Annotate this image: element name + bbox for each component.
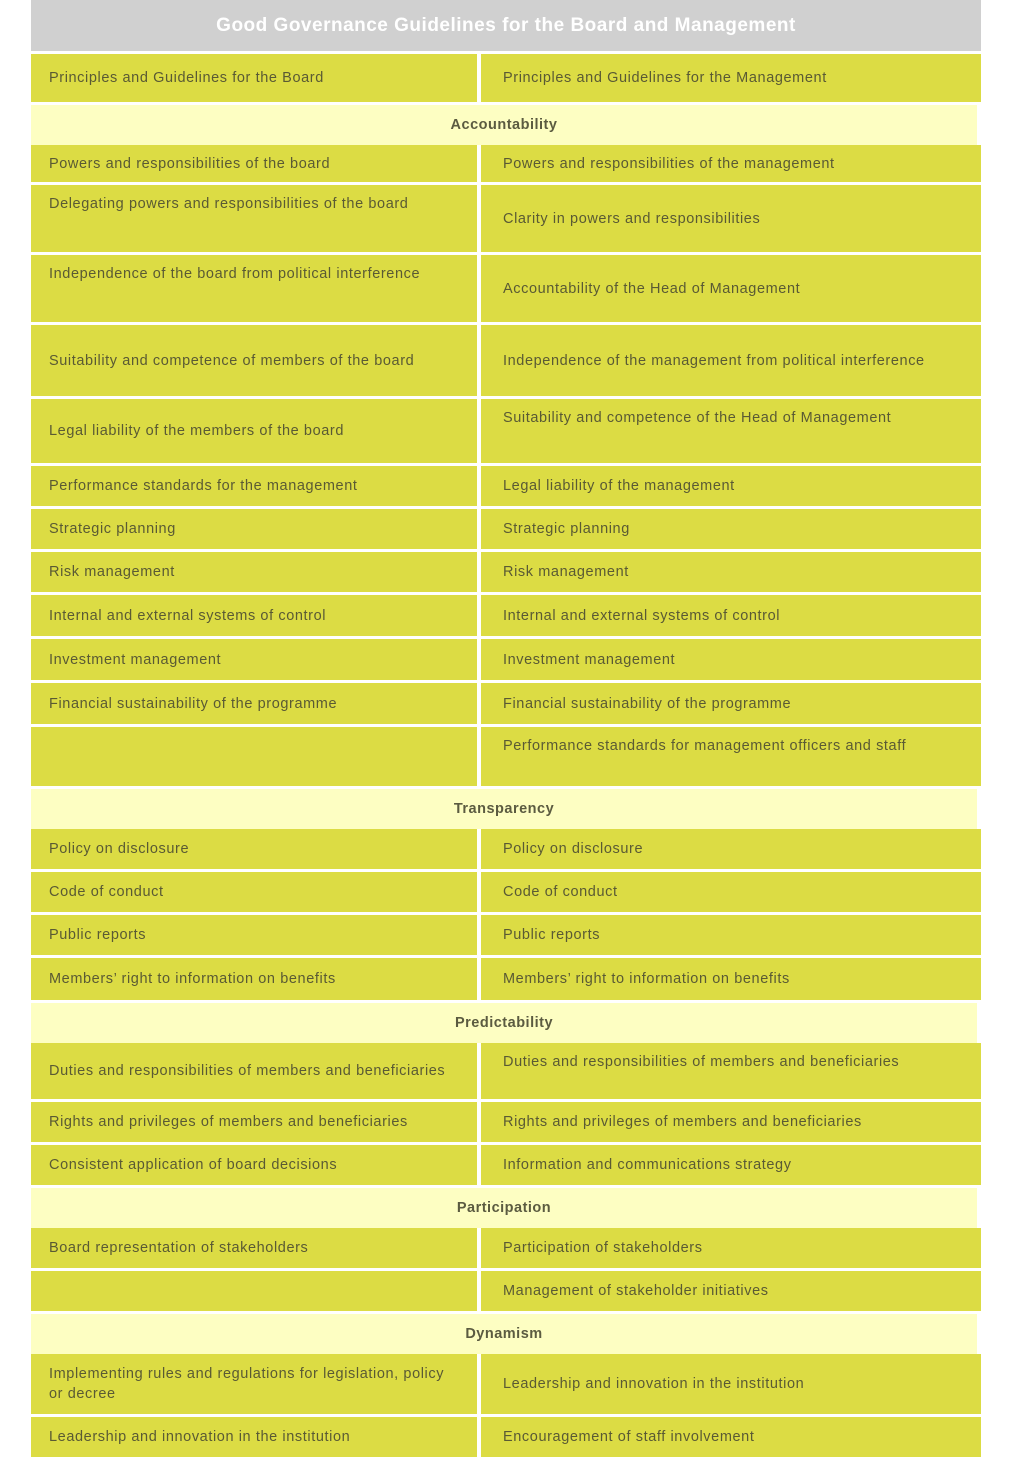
management-guideline-cell: Members’ right to information on benefits: [481, 958, 981, 1000]
management-guideline-cell: Clarity in powers and responsibilities: [481, 185, 981, 252]
table-row: [31, 915, 981, 958]
board-guideline-cell: Financial sustainability of the programme: [31, 683, 477, 724]
board-guideline-cell: Independence of the board from political interference: [31, 255, 477, 322]
board-guideline-cell: Strategic planning: [31, 509, 477, 549]
management-guideline-cell: Public reports: [481, 915, 981, 955]
header-row: [31, 54, 981, 105]
table-row: [31, 552, 981, 595]
table-row: [31, 399, 981, 466]
section-header-predictability: Predictability: [31, 1003, 981, 1043]
board-guideline-cell: Consistent application of board decisions: [31, 1145, 477, 1185]
table-row: [31, 872, 981, 915]
board-guideline-cell: Rights and privileges of members and beneficiaries: [31, 1102, 477, 1142]
table-row: [31, 727, 981, 789]
management-column-header: Principles and Guidelines for the Management: [481, 54, 981, 102]
table-row: [31, 466, 981, 509]
table-row: [31, 255, 981, 325]
management-guideline-cell: Investment management: [481, 639, 981, 680]
management-guideline-cell: Accountability of the Head of Management: [481, 255, 981, 322]
management-guideline-cell: Strategic planning: [481, 509, 981, 549]
section-header-participation: Participation: [31, 1188, 981, 1228]
board-guideline-cell: Internal and external systems of control: [31, 595, 477, 636]
management-guideline-cell: Management of stakeholder initiatives: [481, 1271, 981, 1311]
management-guideline-cell: Participation of stakeholders: [481, 1228, 981, 1268]
board-guideline-cell: Delegating powers and responsibilities of the board: [31, 185, 477, 252]
table-row: [31, 1145, 981, 1188]
board-guideline-cell: Implementing rules and regulations for legislation, policy or decree: [31, 1354, 477, 1414]
management-guideline-cell: Performance standards for management officers and staff: [481, 727, 981, 786]
table-row: [31, 1354, 981, 1417]
board-guideline-cell: Duties and responsibilities of members and beneficiaries: [31, 1043, 477, 1099]
board-guideline-cell: Policy on disclosure: [31, 829, 477, 869]
table-row: [31, 509, 981, 552]
table-row: [31, 639, 981, 683]
management-guideline-cell: Leadership and innovation in the institution: [481, 1354, 981, 1414]
management-guideline-cell: Duties and responsibilities of members and beneficiaries: [481, 1043, 981, 1099]
table-row: [31, 1043, 981, 1102]
management-guideline-cell: Financial sustainability of the programme: [481, 683, 981, 724]
management-guideline-cell: Legal liability of the management: [481, 466, 981, 506]
management-guideline-cell: Risk management: [481, 552, 981, 592]
board-guideline-cell: Members’ right to information on benefits: [31, 958, 477, 1000]
governance-table: [31, 0, 981, 1460]
board-guideline-cell: Suitability and competence of members of the board: [31, 325, 477, 396]
table-title: Good Governance Guidelines for the Board and Management: [31, 0, 981, 54]
management-guideline-cell: Suitability and competence of the Head of Management: [481, 399, 981, 463]
table-row: [31, 145, 981, 185]
board-guideline-cell: Leadership and innovation in the institution: [31, 1417, 477, 1457]
board-guideline-cell: Performance standards for the management: [31, 466, 477, 506]
management-guideline-cell: Rights and privileges of members and beneficiaries: [481, 1102, 981, 1142]
board-guideline-cell: Board representation of stakeholders: [31, 1228, 477, 1268]
table-row: [31, 829, 981, 872]
board-guideline-cell: Risk management: [31, 552, 477, 592]
board-guideline-cell: [31, 727, 477, 786]
section-header-transparency: Transparency: [31, 789, 981, 829]
management-guideline-cell: Encouragement of staff involvement: [481, 1417, 981, 1457]
management-guideline-cell: Policy on disclosure: [481, 829, 981, 869]
section-header-accountability: Accountability: [31, 105, 981, 145]
board-guideline-cell: [31, 1271, 477, 1311]
management-guideline-cell: Powers and responsibilities of the management: [481, 145, 981, 182]
board-column-header: Principles and Guidelines for the Board: [31, 54, 477, 102]
table-row: [31, 185, 981, 255]
board-guideline-cell: Public reports: [31, 915, 477, 955]
management-guideline-cell: Independence of the management from political interference: [481, 325, 981, 396]
table-row: [31, 1102, 981, 1145]
table-row: [31, 595, 981, 639]
sections-container: [31, 105, 981, 1460]
board-guideline-cell: Powers and responsibilities of the board: [31, 145, 477, 182]
management-guideline-cell: Code of conduct: [481, 872, 981, 912]
section-header-dynamism: Dynamism: [31, 1314, 981, 1354]
table-row: [31, 958, 981, 1003]
table-row: [31, 1228, 981, 1271]
table-row: [31, 1271, 981, 1314]
board-guideline-cell: Investment management: [31, 639, 477, 680]
board-guideline-cell: Legal liability of the members of the board: [31, 399, 477, 463]
management-guideline-cell: Information and communications strategy: [481, 1145, 981, 1185]
table-row: [31, 1417, 981, 1460]
management-guideline-cell: Internal and external systems of control: [481, 595, 981, 636]
table-row: [31, 683, 981, 727]
board-guideline-cell: Code of conduct: [31, 872, 477, 912]
table-row: [31, 325, 981, 399]
